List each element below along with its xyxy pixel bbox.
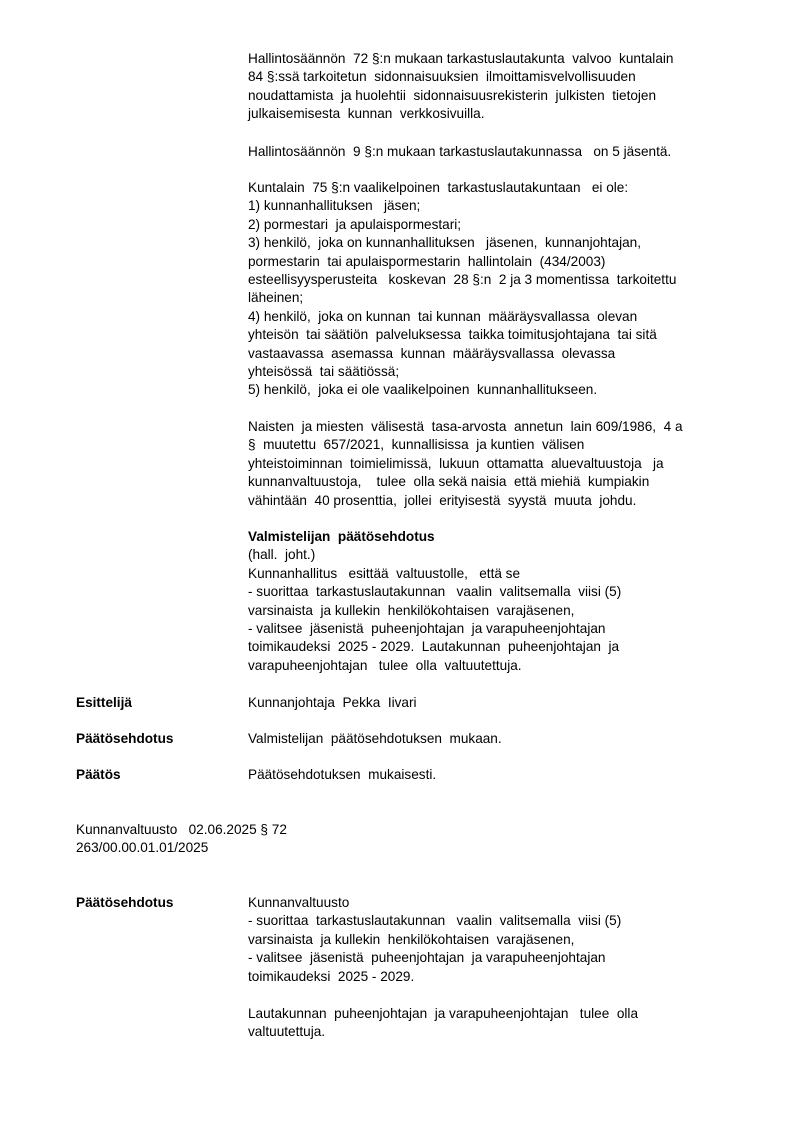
council-proposal bbox=[248, 894, 748, 986]
text-line: Kuntalain 75 §:n vaalikelpoinen tarkastuslautakuntaan ei ole: bbox=[248, 180, 629, 195]
text-line: 84 §:ssä tarkoitetun sidonnaisuuksien ilmoittamisvelvollisuuden bbox=[248, 69, 636, 85]
text-line: 1) kunnanhallituksen jäsen; bbox=[248, 198, 421, 214]
text-line: - valitsee jäsenistä puheenjohtajan ja varapuheenjohtajan bbox=[248, 950, 606, 966]
text-line: Lautakunnan puheenjohtajan ja varapuheenjohtajan tulee olla bbox=[248, 1006, 639, 1021]
text-line: pormestarin tai apulaispormestarin hallintolain (434/2003) bbox=[248, 253, 606, 269]
text-line: varsinaista ja kullekin henkilökohtaisen varajäsenen, bbox=[248, 931, 575, 947]
text-line: - suorittaa tarkastuslautakunnan vaalin valitsemalla viisi (5) bbox=[248, 584, 622, 600]
record-number: 263/00.00.01.01/2025 bbox=[76, 840, 209, 855]
text-line: - valitsee jäsenistä puheenjohtajan ja varapuheenjohtajan bbox=[248, 621, 606, 637]
paragraph-eligibility bbox=[248, 179, 748, 400]
presenter-value: Kunnanjohtaja Pekka Iivari bbox=[248, 695, 417, 710]
text-line: vähintään 40 prosenttia, jollei erityisestä syystä muuta johdu. bbox=[248, 492, 637, 508]
text-line: Kunnanhallitus esittää valtuustolle, että se bbox=[248, 565, 521, 581]
text-line: § muutettu 657/2021, kunnallisissa ja kuntien välisen bbox=[248, 437, 585, 453]
text-line: 3) henkilö, joka on kunnanhallituksen jäsenen, kunnanjohtajan, bbox=[248, 235, 641, 251]
proposal-label: Päätösehdotus bbox=[76, 731, 174, 746]
text-line: 5) henkilö, joka ei ole vaalikelpoinen kunnanhallitukseen. bbox=[248, 382, 598, 398]
preparer-proposal bbox=[248, 528, 748, 675]
text-line: Hallintosäännön 9 §:n mukaan tarkastuslautakunnassa on 5 jäsentä. bbox=[248, 144, 672, 159]
text-line: julkaisemisesta kunnan verkkosivuilla. bbox=[248, 106, 485, 122]
text-line: yhteisön tai säätiön palveluksessa taikka toimitusjohtajana tai sitä bbox=[248, 327, 657, 343]
proposal-heading: Valmistelijan päätösehdotus bbox=[248, 529, 435, 544]
text-line: vastaavassa asemassa kunnan määräysvallassa olevassa bbox=[248, 345, 616, 361]
text-line: läheinen; bbox=[248, 290, 304, 306]
text-line: (hall. joht.) bbox=[248, 547, 316, 563]
text-line: 2) pormestari ja apulaispormestari; bbox=[248, 216, 462, 232]
paragraph-equality bbox=[248, 418, 748, 510]
text-line: varapuheenjohtajan tulee olla valtuutettuja. bbox=[248, 657, 522, 673]
text-line: toimikaudeksi 2025 - 2029. Lautakunnan puheenjohtajan ja bbox=[248, 639, 620, 655]
text-line: esteellisyysperusteita koskevan 28 §:n 2 ja 3 momentissa tarkoitettu bbox=[248, 272, 677, 288]
council-proposal-label: Päätösehdotus bbox=[76, 895, 174, 910]
text-line: Hallintosäännön 72 §:n mukaan tarkastuslautakunta valvoo kuntalain bbox=[248, 51, 674, 66]
presenter-label: Esittelijä bbox=[76, 695, 132, 710]
paragraph-member-count bbox=[248, 143, 748, 161]
text-line: - suorittaa tarkastuslautakunnan vaalin valitsemalla viisi (5) bbox=[248, 913, 622, 929]
text-line: 4) henkilö, joka on kunnan tai kunnan määräysvallassa olevan bbox=[248, 308, 638, 324]
text-line: varsinaista ja kullekin henkilökohtaisen varajäsenen, bbox=[248, 602, 575, 618]
text-line: yhteistoiminnan toimielimissä, lukuun ottamatta aluevaltuustoja ja bbox=[248, 455, 664, 471]
meeting-reference: Kunnanvaltuusto 02.06.2025 § 72 bbox=[76, 822, 287, 837]
paragraph-audit-duties bbox=[248, 50, 748, 124]
text-line: yhteisössä tai säätiössä; bbox=[248, 364, 400, 380]
text-line: Naisten ja miesten välisestä tasa-arvosta annetun lain 609/1986, 4 a bbox=[248, 419, 683, 434]
text-line: Kunnanvaltuusto bbox=[248, 895, 350, 910]
text-line: noudattamista ja huolehtii sidonnaisuusrekisterin julkisten tietojen bbox=[248, 87, 657, 103]
decision-value: Päätösehdotuksen mukaisesti. bbox=[248, 767, 437, 782]
text-line: toimikaudeksi 2025 - 2029. bbox=[248, 968, 415, 984]
decision-label: Päätös bbox=[76, 767, 121, 782]
text-line: kunnanvaltuustoja, tulee olla sekä naisia että miehiä kumpiakin bbox=[248, 474, 650, 490]
proposal-value: Valmistelijan päätösehdotuksen mukaan. bbox=[248, 731, 502, 746]
council-closing bbox=[248, 1005, 748, 1042]
text-line: valtuutettuja. bbox=[248, 1024, 326, 1040]
